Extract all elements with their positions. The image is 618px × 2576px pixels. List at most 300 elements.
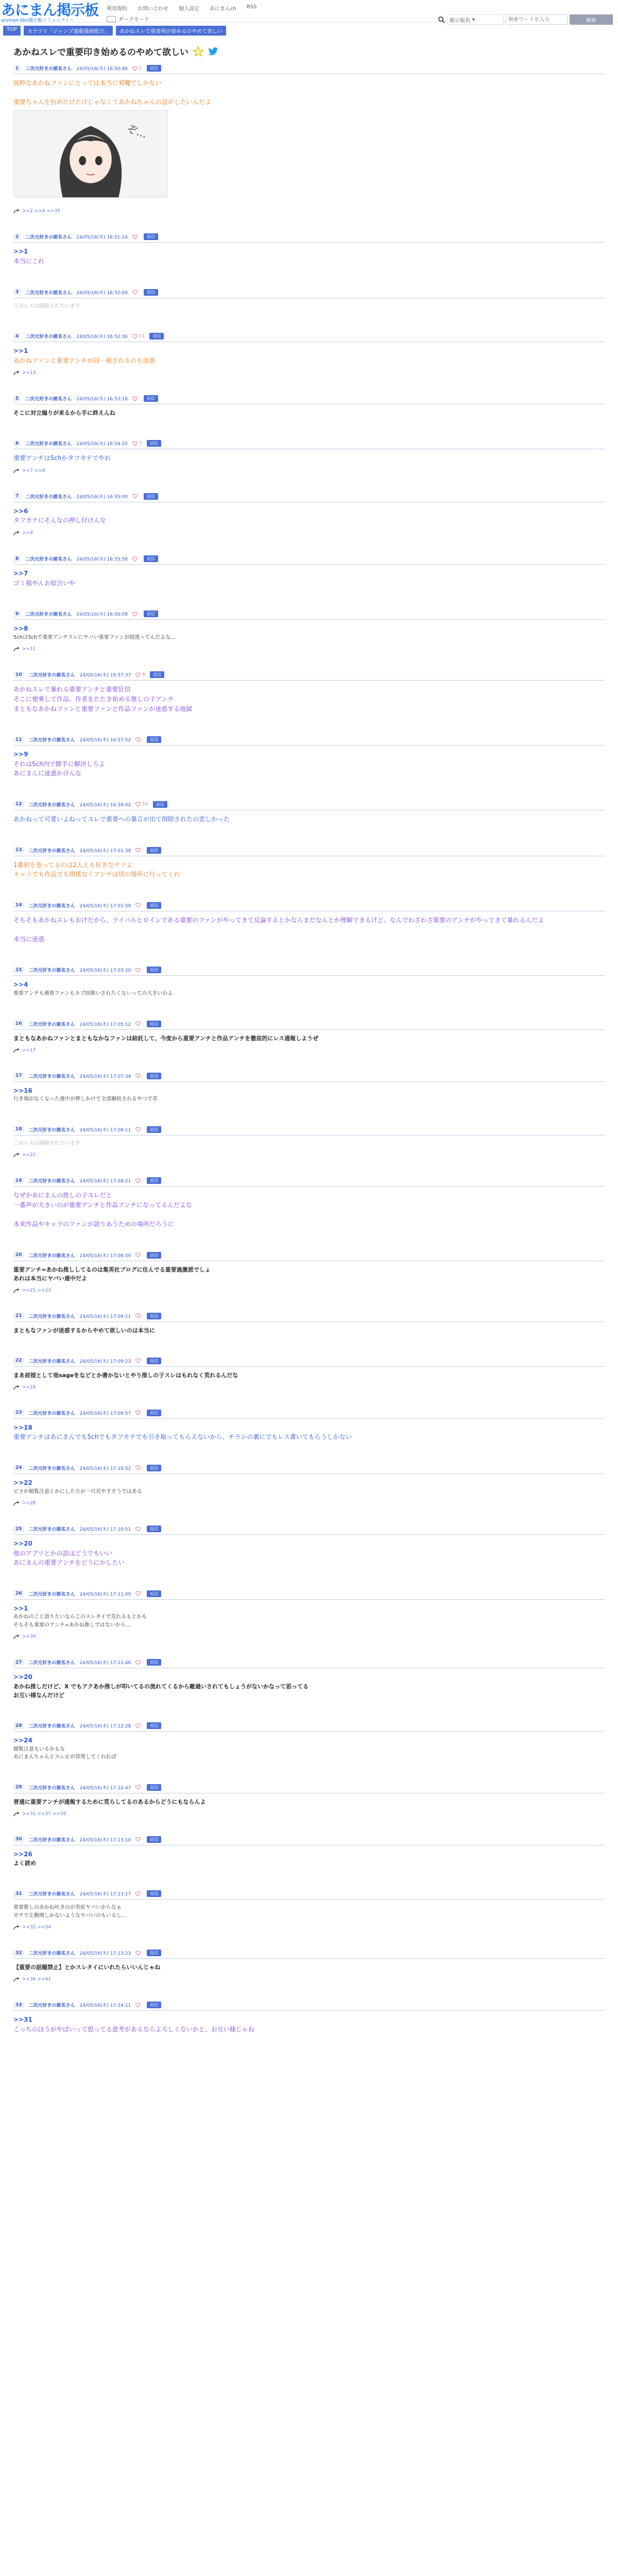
post-replies[interactable] [13,1634,605,1639]
reply-arrow-icon [13,1048,20,1053]
post [13,289,605,314]
nav-link-contact[interactable]: お問い合わせ [138,6,168,12]
dark-mode-checkbox[interactable] [107,16,116,22]
post-body [13,74,605,207]
post-text-line: 1番初を巻ってるのは2人とも好きなヤツよ [13,861,133,869]
post-text-line: 行き場がなくなった連中が押しかけて全部継続されるやつで草 [13,1096,158,1103]
post-header [13,1890,605,1900]
heart-icon [135,2003,141,2008]
reply-button[interactable]: 返信 [147,1126,161,1133]
search-input[interactable] [506,14,568,25]
thread-title-row [0,36,618,62]
post-header [13,736,605,745]
like-button[interactable] [132,494,139,499]
heart-icon [135,1723,141,1728]
post-text-line [13,925,605,935]
post-header [13,333,605,342]
reply-anchor-link[interactable]: >>22 [13,1479,32,1486]
reply-links[interactable]: >>24 [22,1384,36,1390]
poster-name: 二次元好きの匿名さん [28,738,75,743]
post-header [13,1252,605,1261]
reply-button[interactable]: 返信 [147,440,161,447]
thread-posts [0,65,618,2038]
reply-button[interactable]: 返信 [147,847,161,854]
like-button[interactable] [135,1021,142,1026]
reply-button[interactable]: 返信 [144,611,158,617]
heart-icon [135,1951,141,1956]
reply-anchor-link[interactable]: >>26 [13,1850,32,1858]
post-text-line: 本来作品やキャラのファンが語りあうための場所だろうに [13,1221,174,1228]
post [13,611,605,652]
post-timestamp: 24/05/16(木) 16:58:02 [79,802,131,808]
reply-links[interactable]: >>13 [22,370,36,376]
reply-anchor-link[interactable]: >>6 [13,507,28,515]
reply-button[interactable]: 返信 [147,1784,161,1791]
like-button[interactable] [135,1891,142,1896]
post-body [13,565,605,591]
reply-button[interactable]: 返信 [144,395,158,402]
poster-name: 二次元好きの匿名さん [28,1892,75,1897]
post-body [13,1082,605,1107]
like-button[interactable] [135,1127,142,1132]
reply-anchor-link[interactable]: >>1 [13,347,28,355]
twitter-bird-icon[interactable] [208,47,218,56]
post-number[interactable]: 20 [13,1252,24,1258]
nav-link-rss[interactable]: RSS [246,4,257,10]
post-timestamp: 24/05/16(木) 17:09:23 [79,1359,131,1364]
post [13,395,605,420]
post-replies[interactable] [13,370,605,376]
post-body [13,911,605,947]
post-replies[interactable] [13,1811,605,1817]
post-number[interactable]: 31 [13,1891,24,1897]
post [13,1526,605,1571]
post-number[interactable]: 11 [13,737,24,743]
reply-links[interactable]: >>26 [22,1501,36,1506]
post-header [13,847,605,856]
reply-anchor-link[interactable]: >>1 [13,1604,28,1612]
post-header [13,2002,605,2011]
post-text-line: 重要アンチ=あかね推ししてるのは集英社ブログに住んでる重要過激派でしょ [13,1266,211,1273]
reply-button[interactable]: 返信 [144,289,158,296]
reply-button[interactable]: 返信 [153,801,167,808]
heart-icon [132,441,138,446]
reply-anchor-link[interactable]: >>1 [13,248,28,256]
heart-icon [135,1785,141,1790]
post-timestamp: 24/05/16(木) 17:11:46 [79,1660,131,1666]
reply-anchor-link[interactable]: >>24 [13,1737,32,1744]
heart-icon [135,1660,141,1665]
post-text-line: キャラでも作品でも関係なくアンチは別の場所に行ってくれ [13,871,180,878]
post-replies[interactable] [13,1153,605,1158]
post-text-line: あにまんに迷惑かけんな [13,770,82,777]
heart-icon [132,290,138,295]
post-header [13,1126,605,1136]
reply-anchor-link[interactable]: >>7 [13,570,28,578]
post-number[interactable]: 13 [13,847,24,853]
post [13,847,605,883]
post-body [13,1845,605,1871]
reply-links[interactable]: >>17 [22,1047,36,1053]
post-number[interactable]: 6 [13,440,21,447]
post-number[interactable]: 3 [13,289,21,295]
like-button[interactable] [135,1410,142,1415]
post-replies[interactable] [13,209,605,214]
poster-name: 二次元好きの匿名さん [28,2003,75,2009]
like-button[interactable] [135,1527,142,1532]
reply-anchor-link[interactable]: >>20 [13,1673,32,1681]
nav-link-animanch[interactable]: あにまんch [210,6,236,12]
post-text-line: そもそもあかねスレもおけだから、ライバルヒロインである重要のファンがやってきて反論するとかならまだなんとか理解できるけど。なんでわざわざ重要のアンチがやってきて暴れるんだよ [13,916,544,924]
like-button[interactable] [132,396,139,401]
post-number[interactable]: 24 [13,1465,24,1471]
like-button[interactable] [135,2003,142,2008]
reply-links[interactable]: >>31 >>37 >>39 [22,1811,66,1817]
post-text-line: そこに対立煽りが来るから手に終えんね [13,410,115,417]
heart-icon [135,1410,141,1415]
post [13,233,605,269]
heart-icon [135,802,141,807]
reply-button[interactable]: 返信 [147,1722,161,1729]
post-header [13,1526,605,1535]
post-replies[interactable] [13,647,605,652]
reply-button[interactable]: 返信 [147,1465,161,1471]
post-replies[interactable] [13,531,605,536]
post-number[interactable]: 32 [13,1950,24,1956]
heart-icon [135,1021,141,1026]
post-timestamp: 24/05/16(木) 17:14:11 [79,2003,131,2009]
poster-name: 二次元好きの匿名さん [25,290,72,296]
post-text-line: あれは本当にヤバい連中だよ [13,1275,87,1282]
like-button[interactable] [135,1591,142,1596]
reply-links[interactable]: >>7 >>8 [22,468,45,473]
post-header [13,555,605,565]
reply-button[interactable]: 返信 [149,333,164,340]
header-nav [107,3,257,23]
post-text-line: こっちのほうがやばいって思ってる意考があるならよろしくないかと、お互い様じゃね [13,2026,254,2033]
reply-arrow-icon [13,1634,20,1639]
post-body [13,976,605,1001]
reply-button[interactable]: 返信 [147,736,161,743]
poster-name: 二次元好きの匿名さん [28,1179,75,1184]
post-number[interactable]: 12 [13,801,24,807]
post-number[interactable]: 8 [13,556,21,562]
post-replies[interactable] [13,1385,605,1390]
post-number[interactable]: 21 [13,1313,24,1319]
reply-button[interactable]: 返信 [147,1073,161,1079]
heart-icon [132,234,138,240]
post-number[interactable]: 30 [13,1836,24,1842]
post-replies[interactable] [13,1048,605,1053]
reply-links[interactable]: >>11 [22,647,36,652]
post [13,1659,605,1703]
post-timestamp: 24/05/16(木) 17:01:39 [79,848,131,854]
post-number[interactable]: 19 [13,1178,24,1184]
post-timestamp: 24/05/16(木) 17:13:17 [79,1892,131,1897]
reply-links[interactable]: >>21 >>23 [22,1287,51,1293]
post [13,1177,605,1232]
reply-button[interactable]: 返信 [144,555,158,562]
post-body [13,1900,605,1923]
site-title[interactable]: あにまん掲示板 [1,2,99,19]
post-text-line: 他のアプリとかの話はどうでもいい [13,1549,112,1557]
post-text-line: あかね推しだけど、X でもアクあか推しが叩いてるの流れてくるから敵過いされてもしょうがないかなって思ってる [13,1683,308,1690]
post-body [13,1474,605,1499]
post-number[interactable]: 23 [13,1410,24,1416]
post-text-line: まともなファンが迷惑するからやめて欲しいのは本当に [13,1327,155,1334]
reply-anchor-link[interactable]: >>4 [13,981,28,989]
reply-button[interactable]: 返信 [147,1836,161,1843]
like-button[interactable] [135,1465,142,1470]
post-header [13,1465,605,1474]
post-timestamp: 24/05/16(木) 17:08:21 [79,1179,131,1184]
reply-anchor-link[interactable]: >>16 [13,1087,32,1094]
like-button[interactable] [132,290,139,295]
like-button[interactable] [135,1178,142,1183]
poster-name: 二次元好きの匿名さん [28,673,75,679]
reply-button[interactable]: 返信 [147,1950,161,1956]
reply-button[interactable]: 返信 [147,1177,161,1184]
post-header [13,289,605,298]
like-button[interactable] [135,1837,142,1842]
post-text-line: 重要アンチは5chかタフカテでやれ [13,454,111,462]
post-timestamp: 24/05/16(木) 17:05:12 [79,1022,131,1027]
post-text-line: なぜかあにまんの推しの子スレだと [13,1192,113,1199]
post-number[interactable]: 1 [13,65,21,72]
reply-links[interactable]: >>32 >>34 [22,1925,51,1930]
nav-link-settings[interactable]: 個人設定 [179,6,199,12]
post-text-line: 本当に迷惑 [13,935,45,943]
post-body [13,810,605,827]
nav-link-terms[interactable]: 利用規約 [107,6,127,12]
poster-name: 二次元好きの匿名さん [28,1359,75,1364]
like-button[interactable] [135,1358,142,1363]
post [13,1890,605,1930]
reply-links[interactable]: >>22 [22,1153,36,1158]
heart-icon [135,848,141,853]
post-body [13,1261,605,1286]
search-button[interactable]: 検索 [570,14,613,25]
breadcrumb-thread[interactable]: あかねスレで重要荷が始めるのやめて欲しい [116,26,226,36]
reply-button[interactable]: 返信 [147,1526,161,1532]
post-replies[interactable] [13,1977,605,1982]
like-button[interactable] [135,1951,142,1956]
reply-links[interactable]: >>36 >>41 [22,1977,51,1982]
poster-name: 二次元好きの匿名さん [28,802,75,808]
post-timestamp: 24/05/16(木) 16:51:24 [76,235,128,241]
like-button[interactable] [135,903,142,908]
breadcrumb-category[interactable]: カテゴリ「ジャンプ連載漫画総合」 [24,26,113,36]
post-text-line: 純粋なあかねファンにとっては本当に邪魔でしかない [13,79,162,87]
post-number[interactable]: 17 [13,1073,24,1079]
like-button[interactable] [132,66,142,71]
post-timestamp: 24/05/16(木) 16:54:20 [76,442,128,447]
reply-arrow-icon [13,370,20,376]
like-button[interactable] [132,441,142,446]
like-button[interactable] [135,802,148,807]
post-number[interactable]: 22 [13,1358,24,1364]
post-text-line: そこに便乗して作品、作者をたたき始める推しの子アンチ [13,695,174,703]
reply-button[interactable]: 返信 [147,1252,161,1259]
post-number[interactable]: 25 [13,1526,24,1532]
post-text-line: ゴミ箱やんお似合いや [13,579,76,587]
heart-icon [135,737,141,742]
post-text-line: 重要推しのあかね吐きのが炎症ヤバいからなぁ [13,1905,122,1911]
post-number[interactable]: 27 [13,1659,24,1666]
anime-girl-illustration[interactable] [13,110,168,198]
reply-links[interactable]: >>2 >>4 >>35 [22,209,60,214]
post-text-line: 普通に重要アンチが通報するために荒らしてるのあるからどうにもならんよ [13,1798,206,1805]
post-text-line: お互い様なんだけど [13,1692,64,1699]
post-header [13,1950,605,1959]
post-timestamp: 24/05/16(木) 16:52:36 [76,334,128,340]
post-number[interactable]: 10 [13,672,24,678]
post-number[interactable]: 15 [13,967,24,973]
reply-anchor-link[interactable]: >>31 [13,2016,32,2024]
reply-button[interactable]: 返信 [147,1590,161,1597]
reply-anchor-link[interactable]: >>20 [13,1540,32,1548]
reply-button[interactable]: 返信 [147,902,161,909]
like-button[interactable] [135,848,142,853]
reply-button[interactable]: 返信 [147,967,161,973]
breadcrumb-top[interactable]: TOP [3,26,21,36]
search-scope-select[interactable] [447,14,504,25]
dark-mode-label: ダークモード [118,17,149,23]
reply-button[interactable]: 返信 [150,671,164,678]
post-timestamp: 24/05/16(木) 17:09:11 [79,1314,131,1319]
like-button[interactable] [135,737,142,742]
reply-button[interactable]: 返信 [147,2002,161,2008]
like-button[interactable] [135,1252,142,1258]
poster-name: 二次元好きの匿名さん [25,397,72,402]
reply-button[interactable]: 返信 [147,1313,161,1319]
post-text-line: 5chは5chで重要アンチスレにヤバい重要ファンが殴逃ってんだよな… [13,634,176,640]
poster-name: 二次元好きの匿名さん [28,1127,75,1133]
like-count: 1 [139,65,142,71]
reply-anchor-link[interactable]: >>9 [13,751,28,758]
post-number[interactable]: 29 [13,1784,24,1790]
reply-button[interactable]: 返信 [147,1890,161,1897]
post [13,1410,605,1445]
star-icon[interactable] [193,46,204,57]
like-button[interactable] [132,234,139,240]
post-number[interactable]: 9 [13,611,21,617]
dark-mode-toggle[interactable] [107,15,257,23]
like-button[interactable] [135,1313,142,1318]
like-button[interactable] [132,556,139,562]
reply-button[interactable]: 返信 [147,1021,161,1027]
post-text-line: 【重要の話題禁止】とかスレタイにいれたらいいんじゃね [13,1964,161,1971]
post-timestamp: 24/05/16(木) 17:10:52 [79,1466,131,1471]
nav-links [107,4,257,12]
post [13,1784,605,1817]
post-number[interactable]: 14 [13,902,24,908]
search-icon [438,16,445,23]
heart-icon [135,1465,141,1470]
reply-arrow-icon [13,1811,20,1817]
post-timestamp: 24/05/16(木) 17:08:11 [79,1127,131,1133]
post-number[interactable]: 5 [13,396,21,402]
like-button[interactable] [135,968,142,973]
like-button[interactable] [135,1785,142,1790]
post-replies[interactable] [13,468,605,473]
heart-icon [132,556,138,562]
poster-name: 二次元好きの匿名さん [25,494,72,500]
post-timestamp: 24/05/16(木) 17:03:20 [79,968,131,974]
post-body [13,404,605,420]
reply-button[interactable]: 返信 [144,233,158,240]
poster-name: 二次元好きの匿名さん [28,1466,75,1471]
like-button[interactable] [135,1660,142,1665]
reply-button[interactable]: 返信 [147,1410,161,1416]
like-button[interactable] [135,672,145,677]
post-header [13,1784,605,1793]
post-text-line: まともなあかねファンとまともなかなファンは結託して、今度から重要アンチと作品アンチを徹底的にレス通報しようぜ [13,1035,319,1042]
reply-button[interactable]: 返信 [147,65,161,72]
poster-name: 二次元好きの匿名さん [28,1527,75,1533]
like-button[interactable] [135,1073,142,1078]
site-logo[interactable] [1,3,107,23]
post-timestamp: 24/05/16(木) 16:57:37 [79,673,131,679]
reply-button[interactable]: 返信 [147,1358,161,1364]
post-replies[interactable] [13,1501,605,1506]
post-number[interactable]: 4 [13,333,21,340]
post [13,1073,605,1107]
post-number[interactable]: 16 [13,1021,24,1027]
like-button[interactable] [132,612,139,617]
post-timestamp: 24/05/16(木) 16:50:46 [76,66,128,72]
reply-button[interactable]: 返信 [147,1659,161,1666]
reply-links[interactable]: >>9 [22,531,33,536]
post-text-line: 閲覧注意もいるかもな [13,1746,65,1752]
post-text-line: 重要ちゃんを抗めたけたけじゃなくてあかねちゃんの話がしたいんだよ [13,98,212,106]
heart-icon [135,1178,141,1183]
post-text-line: タフカテにそんなの押し付けんな [13,517,106,524]
search-bar [438,3,613,25]
post [13,1252,605,1293]
post-body [13,502,605,529]
post-number[interactable]: 28 [13,1723,24,1729]
post-replies[interactable] [13,1925,605,1930]
post [13,1590,605,1640]
heart-icon [135,903,141,908]
post-body [13,1600,605,1633]
chevron-down-icon: ▾ [472,16,475,23]
reply-button[interactable]: 返信 [144,493,158,500]
reply-links[interactable]: >>30 [22,1634,36,1640]
post-number[interactable]: 33 [13,2002,24,2008]
post-number[interactable]: 2 [13,234,21,240]
like-button[interactable] [132,334,145,339]
post-header [13,1410,605,1419]
post-number[interactable]: 7 [13,493,21,499]
reply-anchor-link[interactable]: >>18 [13,1423,32,1431]
post-replies[interactable] [13,1288,605,1293]
post-timestamp: 24/05/16(木) 16:52:09 [76,290,128,296]
post [13,801,605,827]
like-button[interactable] [135,1723,142,1728]
post-text-line: それは5ch内で勝手に解決しろよ [13,760,105,768]
post [13,1313,605,1338]
post-text-line: ビラか閲覧注意とかにした方が一旦荒やすそうではある [13,1488,142,1495]
post-text-line: あかねのこと語りたいならこのスレタイで荒れるもとかも [13,1614,147,1620]
post-number[interactable]: 18 [13,1126,24,1132]
post-number[interactable]: 26 [13,1590,24,1597]
post-header [13,1836,605,1845]
reply-anchor-link[interactable]: >>8 [13,625,28,633]
reply-arrow-icon [13,531,20,536]
poster-name: 二次元好きの匿名さん [28,1022,75,1027]
